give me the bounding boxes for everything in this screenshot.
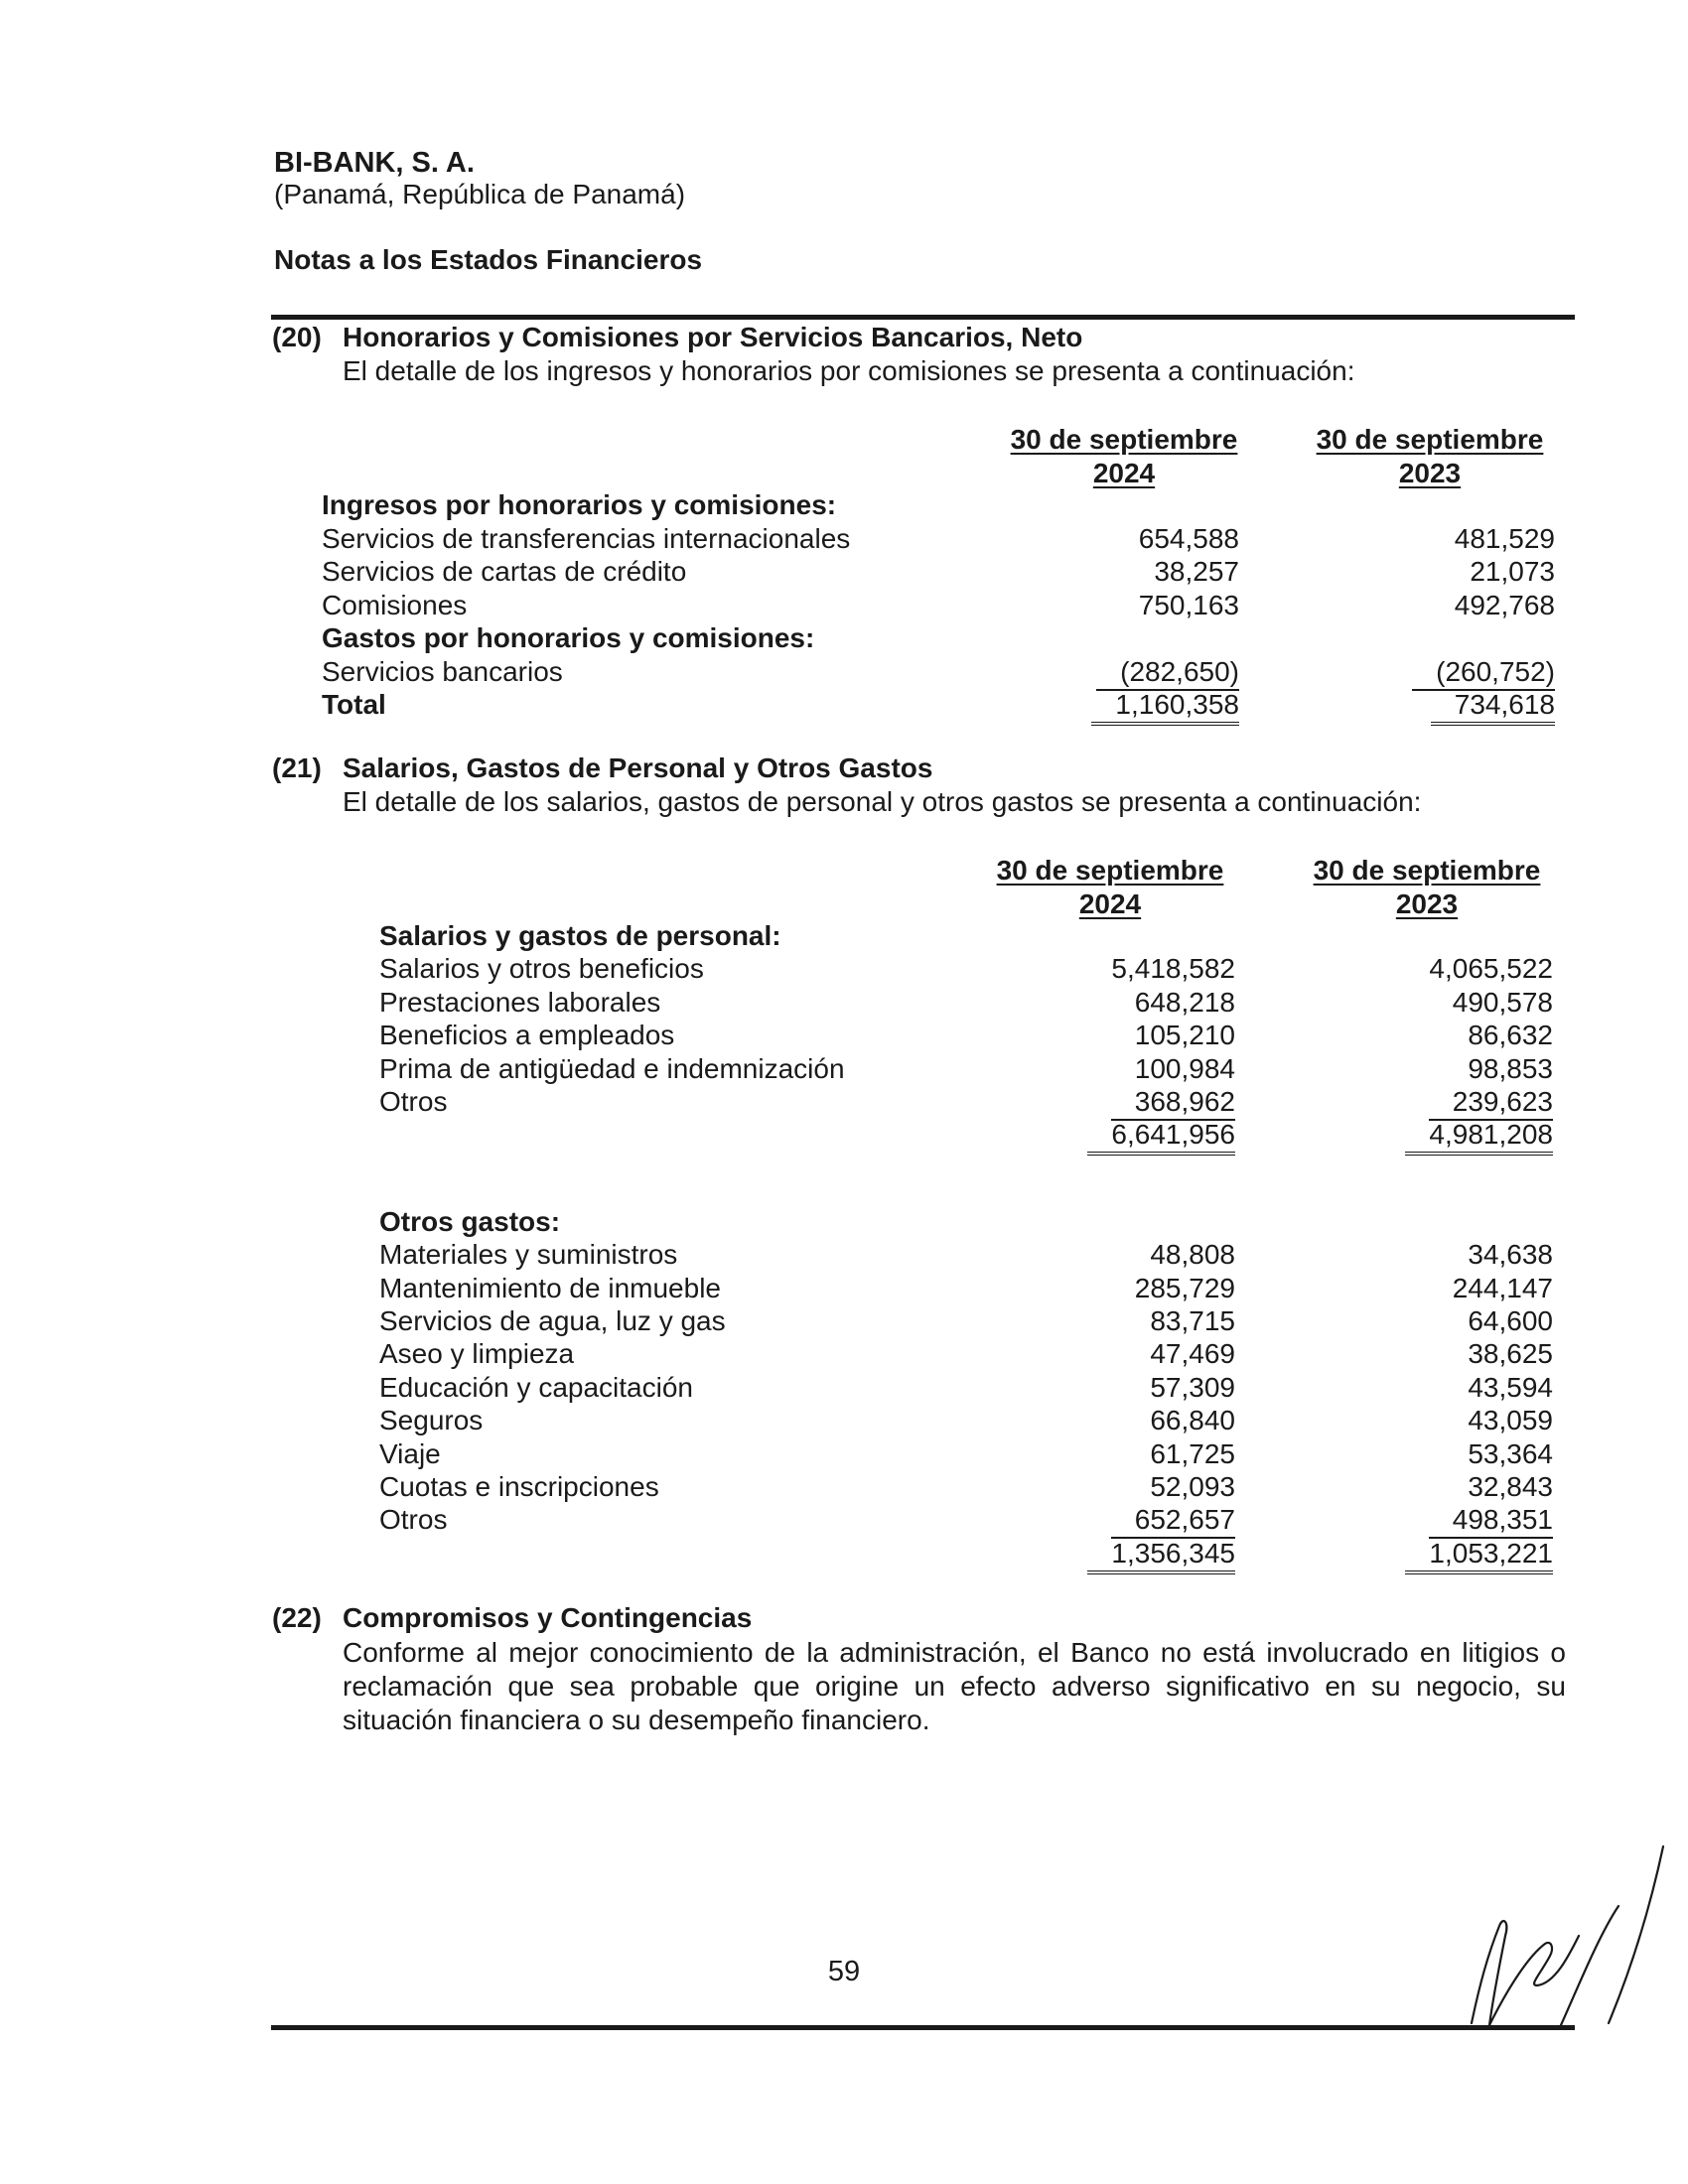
row-label: Materiales y suministros [379, 1239, 678, 1271]
row-heading: Otros gastos: [379, 1205, 561, 1237]
section-22-title: Compromisos y Contingencias [343, 1602, 753, 1633]
value-2024: 1,356,345 [1087, 1537, 1235, 1574]
value-2023: 4,065,522 [1429, 953, 1553, 985]
value-2024: 285,729 [1134, 1272, 1235, 1303]
value-2024: 1,160,358 [1091, 688, 1239, 726]
table-row [0, 1052, 1688, 1086]
value-2023: (260,752) [1412, 655, 1555, 691]
table-row [0, 555, 1688, 589]
value-2024: 750,163 [1138, 589, 1239, 620]
section-21-number: (21) [272, 752, 322, 783]
value-2023: 34,638 [1468, 1239, 1553, 1271]
value-2024: 100,984 [1134, 1052, 1235, 1084]
row-label: Servicios de transferencias internacionales [322, 522, 851, 554]
value-2024: 368,962 [1111, 1085, 1235, 1121]
table-row [0, 1019, 1688, 1052]
value-2023: 4,981,208 [1405, 1118, 1553, 1156]
value-2024: 38,257 [1154, 556, 1239, 587]
value-2024: 648,218 [1134, 986, 1235, 1018]
col-header-year: 2023 [1398, 458, 1462, 488]
value-2024: 6,641,956 [1087, 1118, 1235, 1156]
table-row [0, 522, 1688, 556]
value-2024: 57,309 [1150, 1371, 1235, 1403]
value-2023: 239,623 [1429, 1085, 1553, 1121]
row-label: Prima de antigüedad e indemnización [379, 1052, 845, 1084]
row-label: Aseo y limpieza [379, 1338, 575, 1370]
row-label: Viaje [379, 1437, 441, 1469]
table-row [0, 1118, 1688, 1152]
bottom-rule [271, 2025, 1575, 2030]
value-2023: 492,768 [1454, 589, 1555, 620]
row-label: Mantenimiento de inmueble [379, 1272, 721, 1303]
value-2023: 86,632 [1468, 1020, 1553, 1051]
value-2024: 52,093 [1150, 1471, 1235, 1502]
table-row [0, 1304, 1688, 1338]
row-label: Servicios de agua, luz y gas [379, 1305, 726, 1336]
table-row [0, 589, 1688, 622]
table-row [0, 952, 1688, 986]
value-2024: 5,418,582 [1111, 953, 1235, 985]
section-22-number: (22) [272, 1602, 322, 1633]
row-label: Seguros [379, 1405, 484, 1436]
section-22-paragraph: Conforme al mejor conocimiento de la administración, el Banco no está involucrado en litigios o reclamación que sea probable que origine un efecto adverso significativo en su negocio, su situación financiera o su desempeño financiero. [343, 1637, 1566, 1735]
value-2023: 734,618 [1431, 688, 1555, 726]
section-20-intro: El detalle de los ingresos y honorarios por comisiones se presenta a continuación: [343, 355, 1355, 386]
value-2023: 481,529 [1454, 522, 1555, 554]
value-2024: 652,657 [1111, 1503, 1235, 1539]
notes-title: Notas a los Estados Financieros [274, 244, 703, 275]
value-2024: 654,588 [1138, 522, 1239, 554]
table-row [0, 1437, 1688, 1471]
col-header-year: 2023 [1395, 888, 1459, 919]
value-2023: 32,843 [1468, 1471, 1553, 1502]
section-20-title: Honorarios y Comisiones por Servicios Bancarios, Neto [343, 322, 1083, 352]
value-2024: 47,469 [1150, 1338, 1235, 1370]
section-20-number: (20) [272, 322, 322, 352]
row-label: Educación y capacitación [379, 1371, 693, 1403]
table-row [0, 919, 1688, 953]
section-21-col-header-2024 [981, 854, 1239, 921]
table-row [0, 1537, 1688, 1570]
value-2024: 66,840 [1150, 1405, 1235, 1436]
col-header-line1: 30 de septiembre [1313, 855, 1541, 886]
value-2024: 105,210 [1134, 1020, 1235, 1051]
value-2024: 48,808 [1150, 1239, 1235, 1271]
row-label: Cuotas e inscripciones [379, 1471, 659, 1502]
value-2023: 244,147 [1452, 1272, 1553, 1303]
value-2023: 98,853 [1468, 1052, 1553, 1084]
row-heading: Total [322, 689, 386, 720]
table-row [0, 488, 1688, 522]
value-2023: 38,625 [1468, 1338, 1553, 1370]
table-row [0, 1238, 1688, 1272]
row-label: Comisiones [322, 589, 468, 620]
top-rule [271, 315, 1575, 320]
col-header-line1: 30 de septiembre [1010, 424, 1238, 455]
row-label: Beneficios a empleados [379, 1020, 675, 1051]
col-header-line1: 30 de septiembre [996, 855, 1224, 886]
row-label: Prestaciones laborales [379, 986, 661, 1018]
table-row [0, 1470, 1688, 1504]
row-heading: Gastos por honorarios y comisiones: [322, 622, 815, 653]
table-row [0, 1085, 1688, 1119]
section-21-intro: El detalle de los salarios, gastos de personal y otros gastos se presenta a continuación: [343, 786, 1422, 817]
table-row [0, 1371, 1688, 1405]
table-row [0, 1404, 1688, 1437]
value-2023: 43,594 [1468, 1371, 1553, 1403]
table-row [0, 1272, 1688, 1305]
value-2023: 1,053,221 [1405, 1537, 1553, 1574]
value-2023: 490,578 [1452, 986, 1553, 1018]
table-row [0, 1337, 1688, 1371]
col-header-line1: 30 de septiembre [1316, 424, 1544, 455]
row-label: Servicios bancarios [322, 655, 563, 687]
section-21-col-header-2023 [1298, 854, 1556, 921]
value-2024: 83,715 [1150, 1305, 1235, 1336]
section-20-col-header-2024 [995, 423, 1253, 490]
company-name: BI-BANK, S. A. [274, 147, 475, 179]
value-2023: 21,073 [1470, 556, 1555, 587]
value-2024: (282,650) [1096, 655, 1239, 691]
value-2023: 64,600 [1468, 1305, 1553, 1336]
signature-icon [1460, 1837, 1668, 2035]
table-row [0, 986, 1688, 1020]
section-20-col-header-2023 [1301, 423, 1559, 490]
table-row [0, 1503, 1688, 1537]
company-location: (Panamá, República de Panamá) [274, 179, 686, 209]
value-2024: 61,725 [1150, 1437, 1235, 1469]
table-row [0, 688, 1688, 722]
table-row [0, 655, 1688, 689]
col-header-year: 2024 [1092, 458, 1156, 488]
table-row [0, 621, 1688, 655]
row-label: Otros [379, 1086, 448, 1117]
row-label: Salarios y otros beneficios [379, 953, 704, 985]
value-2023: 53,364 [1468, 1437, 1553, 1469]
table-row [0, 1205, 1688, 1239]
value-2023: 498,351 [1429, 1503, 1553, 1539]
row-label: Servicios de cartas de crédito [322, 556, 687, 587]
page-number: 59 [827, 1956, 861, 1987]
value-2023: 43,059 [1468, 1405, 1553, 1436]
row-heading: Salarios y gastos de personal: [379, 920, 781, 951]
row-heading: Ingresos por honorarios y comisiones: [322, 489, 837, 520]
col-header-year: 2024 [1078, 888, 1142, 919]
row-label: Otros [379, 1504, 448, 1536]
section-21-title: Salarios, Gastos de Personal y Otros Gastos [343, 752, 933, 783]
